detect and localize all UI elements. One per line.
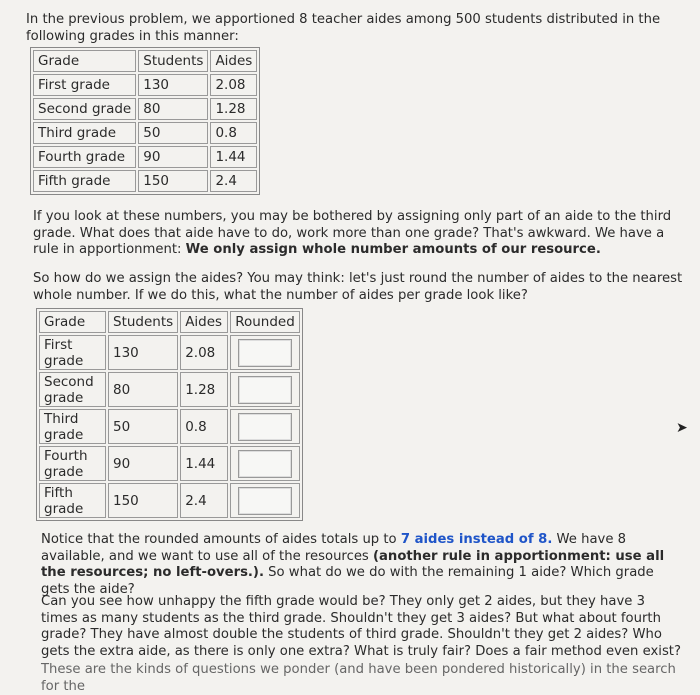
header-students: Students [138,50,208,72]
cell-students: 150 [108,483,178,518]
table-row [39,409,300,444]
cell-rounded [230,335,300,370]
cell-aides: 1.28 [210,98,257,120]
cell-grade: First grade [33,74,136,96]
cell-rounded [230,483,300,518]
fairness-paragraph: Can you see how unhappy the fifth grade would be? They only get 2 aides, but they have 3 times as many students as the third grade. Shouldn't they get 3 aides? But what about fourth grade? They have almost double the students of third grade. Shouldn't they get 2 aides? Who gets the extra aide, as there is only one extra? What is truly fair? Does a fair method even exist? [41,594,681,659]
whole-number-rule: We only assign whole number amounts of our resource. [185,242,601,257]
rounded-table [36,308,303,521]
table-row [39,372,300,407]
cell-aides: 1.44 [180,446,228,481]
cell-grade: Fourth grade [33,146,136,168]
total-text-a: Notice that the rounded amounts of aides totals up to [41,532,401,547]
total-text-b: We have 8 available, and we want to use all of the resources [41,532,627,564]
table-row [33,74,257,96]
cell-aides: 0.8 [180,409,228,444]
cell-students: 130 [138,74,208,96]
total-highlight: 7 aides instead of 8. [400,532,553,547]
cell-grade: First grade [39,335,106,370]
header-rounded: Rounded [230,311,300,333]
whole-number-paragraph [33,209,683,259]
cell-students: 50 [138,122,208,144]
intro-paragraph: In the previous problem, we apportioned 8 teacher aides among 500 students distributed in the following grades in this manner: [26,12,661,44]
cell-grade: Third grade [39,409,106,444]
table-header-row [39,311,300,333]
total-paragraph [41,532,681,598]
header-grade: Grade [33,50,136,72]
header-grade: Grade [39,311,106,333]
header-aides: Aides [210,50,257,72]
table-header-row [33,50,257,72]
rounding-paragraph: So how do we assign the aides? You may think: let's just round the number of aides to the nearest whole number. If we do this, what the number of aides per grade look like? [33,271,683,303]
table-row [33,98,257,120]
cell-aides: 2.4 [180,483,228,518]
cell-grade: Second grade [33,98,136,120]
rounded-input-fifth[interactable] [238,487,292,515]
table-row [39,335,300,370]
cell-aides: 2.08 [210,74,257,96]
cell-rounded [230,446,300,481]
apportionment-table [30,47,260,195]
rounded-input-second[interactable] [238,376,292,404]
cell-students: 50 [108,409,178,444]
cell-students: 150 [138,170,208,192]
cell-aides: 0.8 [210,122,257,144]
table-row [33,122,257,144]
cell-aides: 1.44 [210,146,257,168]
table-row [33,170,257,192]
rounded-input-first[interactable] [238,339,292,367]
cell-grade: Fourth grade [39,446,106,481]
cell-aides: 1.28 [180,372,228,407]
cell-aides: 2.08 [180,335,228,370]
cutoff-paragraph: These are the kinds of questions we ponder (and have been pondered historically) in the search for the [41,662,676,694]
cell-grade: Fifth grade [33,170,136,192]
cell-grade: Second grade [39,372,106,407]
rounded-input-third[interactable] [238,413,292,441]
cell-students: 130 [108,335,178,370]
cell-students: 90 [138,146,208,168]
cell-rounded [230,372,300,407]
total-text-c: So what do we do with the remaining 1 aide? Which grade gets the aide? [41,565,654,597]
cell-students: 80 [108,372,178,407]
table-row [39,446,300,481]
cell-students: 80 [138,98,208,120]
cell-grade: Third grade [33,122,136,144]
mouse-cursor-icon: ➤ [676,420,688,436]
header-aides: Aides [180,311,228,333]
table-row [33,146,257,168]
cell-rounded [230,409,300,444]
table-row [39,483,300,518]
cell-grade: Fifth grade [39,483,106,518]
total-rule: (another rule in apportionment: use all the resources; no left-overs.). [41,548,665,580]
whole-number-text: If you look at these numbers, you may be bothered by assigning only part of an aide to the third grade. What does that aide have to do, work more than one grade? That's awkward. We have a rule in apportionment: [33,209,672,257]
cell-aides: 2.4 [210,170,257,192]
rounded-input-fourth[interactable] [238,450,292,478]
cell-students: 90 [108,446,178,481]
header-students: Students [108,311,178,333]
